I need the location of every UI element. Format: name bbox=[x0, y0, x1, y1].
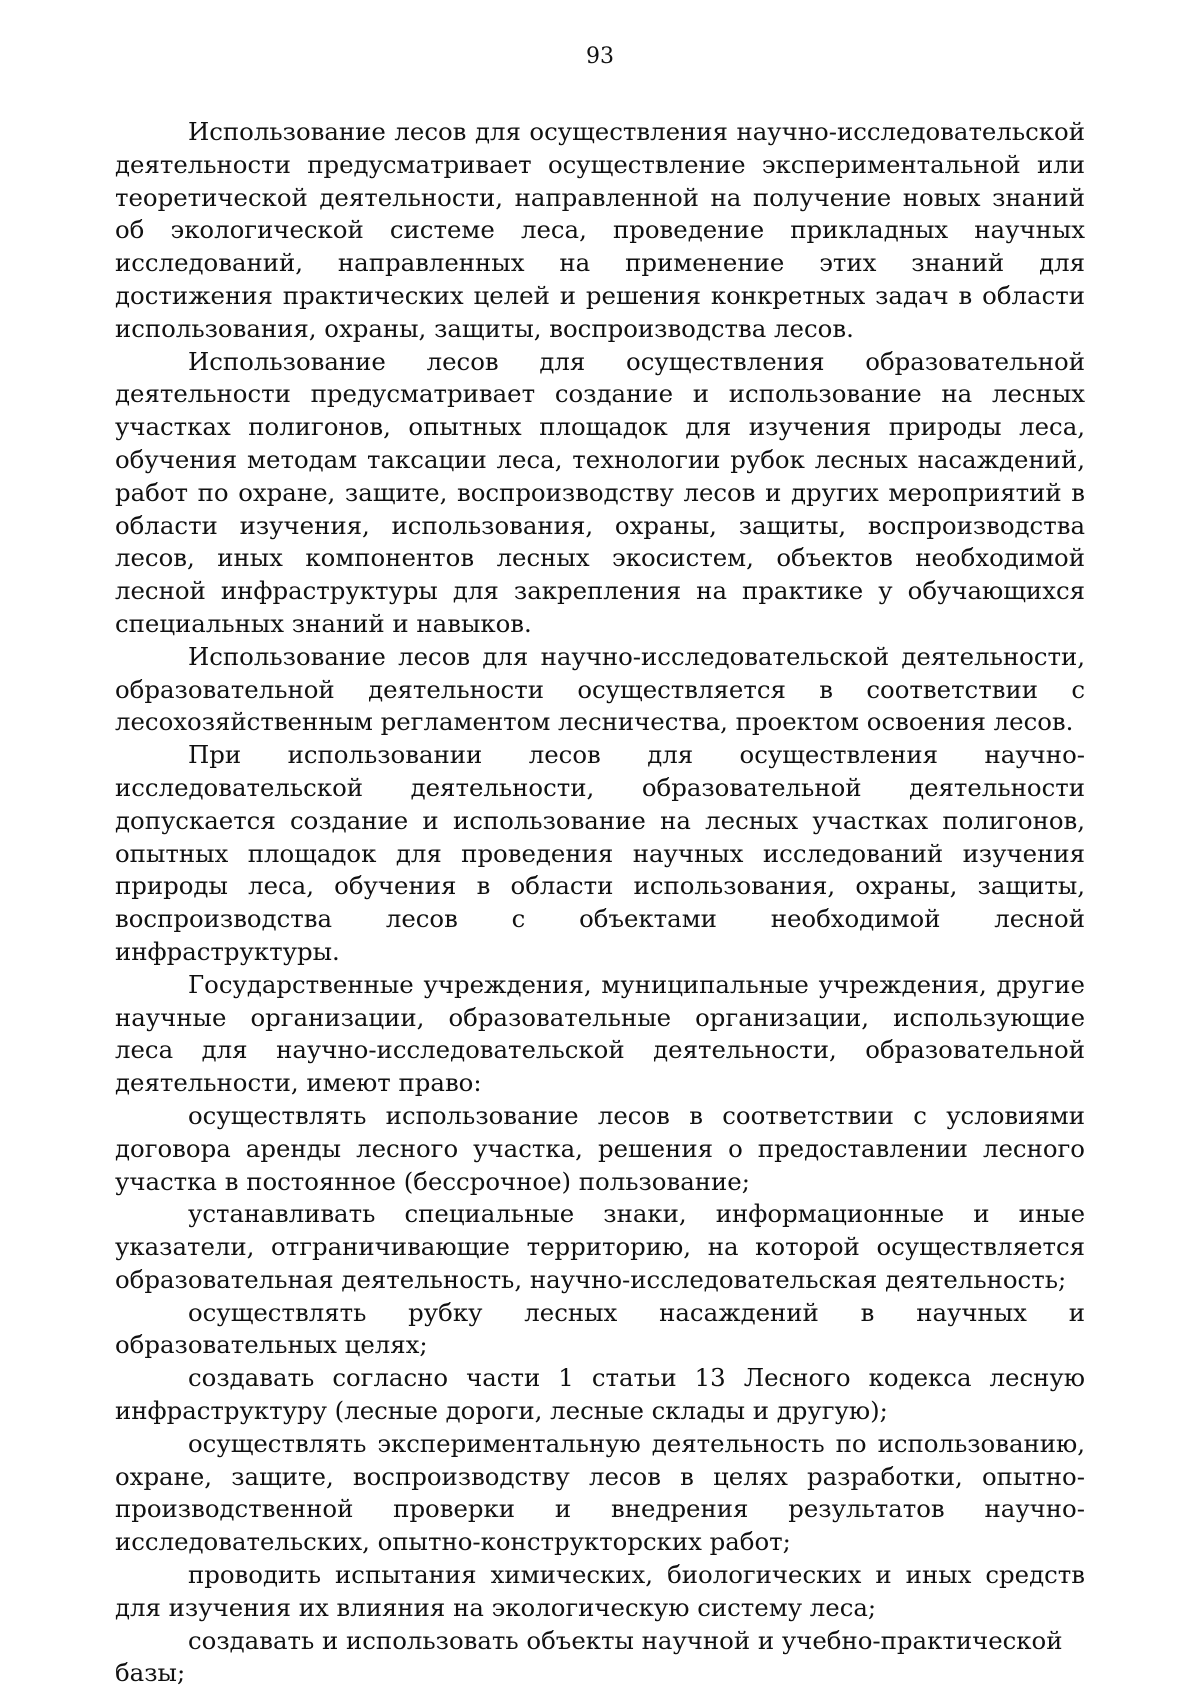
right-item-testing: проводить испытания химических, биологических и иных средств для изучения их влияния на экологическую систему леса; bbox=[115, 1560, 1085, 1622]
paragraph-polygon-creation: При использовании лесов для осуществления научно-исследовательской деятельности, образовательной деятельности допускается создание и использование на лесных участках полигонов, опытных площадок для проведения научных исследований изучения природы леса, обучения в области использования, охраны, защиты, воспроизводства лесов с объектами необходимой лесной инфраструктуры. bbox=[115, 740, 1085, 966]
right-item-experimental: осуществлять экспериментальную деятельность по использованию, охране, защите, воспроизводству лесов в целях разработки, опытно-производственной проверки и внедрения результатов научно-исследовательских, опытно-конструкторских работ; bbox=[115, 1428, 1085, 1557]
paragraph-research-use: Использование лесов для осуществления научно-исследовательской деятельности предусматривает осуществление экспериментальной или теоретической деятельности, направленной на получение новых знаний об экологической системе леса, проведение прикладных научных исследований, направленных на применение этих знаний для достижения практических целей и решения конкретных задач в области использования, охраны, защиты, воспроизводства лесов. bbox=[115, 117, 1085, 343]
right-item-infrastructure: создавать согласно части 1 статьи 13 Лесного кодекса лесную инфраструктуру (лесные дороги, лесные склады и другую); bbox=[115, 1363, 1085, 1426]
right-item-lease-use: осуществлять использование лесов в соответствии с условиями договора аренды лесного участка, решения о предоставлении лесного участка в постоянное (бессрочное) пользование; bbox=[115, 1100, 1085, 1196]
page-number: 93 bbox=[586, 44, 614, 69]
rights-list bbox=[115, 1100, 1085, 1690]
document-body bbox=[115, 116, 1085, 1690]
right-item-base-objects: создавать и использовать объекты научной и учебно-практической базы; bbox=[115, 1625, 1063, 1688]
paragraph-educational-use: Использование лесов для осуществления образовательной деятельности предусматривает создание и использование на лесных участках полигонов, опытных площадок для изучения природы леса, обучения методам таксации леса, технологии рубок лесных насаждений, работ по охране, защите, воспроизводству лесов и других мероприятий в области изучения, использования, охраны, защиты, воспроизводства лесов, иных компонентов лесных экосистем, объектов необходимой лесной инфраструктуры для закрепления на практике у обучающихся специальных знаний и навыков. bbox=[115, 346, 1085, 638]
paragraph-organizations-rights: Государственные учреждения, муниципальные учреждения, другие научные организации, образовательные организации, использующие леса для научно-исследовательской деятельности, образовательной деятельности, имеют право: bbox=[115, 969, 1085, 1098]
right-item-felling: осуществлять рубку лесных насаждений в научных и образовательных целях; bbox=[115, 1297, 1085, 1360]
paragraph-regulation-compliance: Использование лесов для научно-исследовательской деятельности, образовательной деятельности осуществляется в соответствии с лесохозяйственным регламентом лесничества, проектом освоения лесов. bbox=[115, 641, 1085, 737]
right-item-signs: устанавливать специальные знаки, информационные и иные указатели, отграничивающие территорию, на которой осуществляется образовательная деятельность, научно-исследовательская деятельность; bbox=[115, 1199, 1085, 1294]
